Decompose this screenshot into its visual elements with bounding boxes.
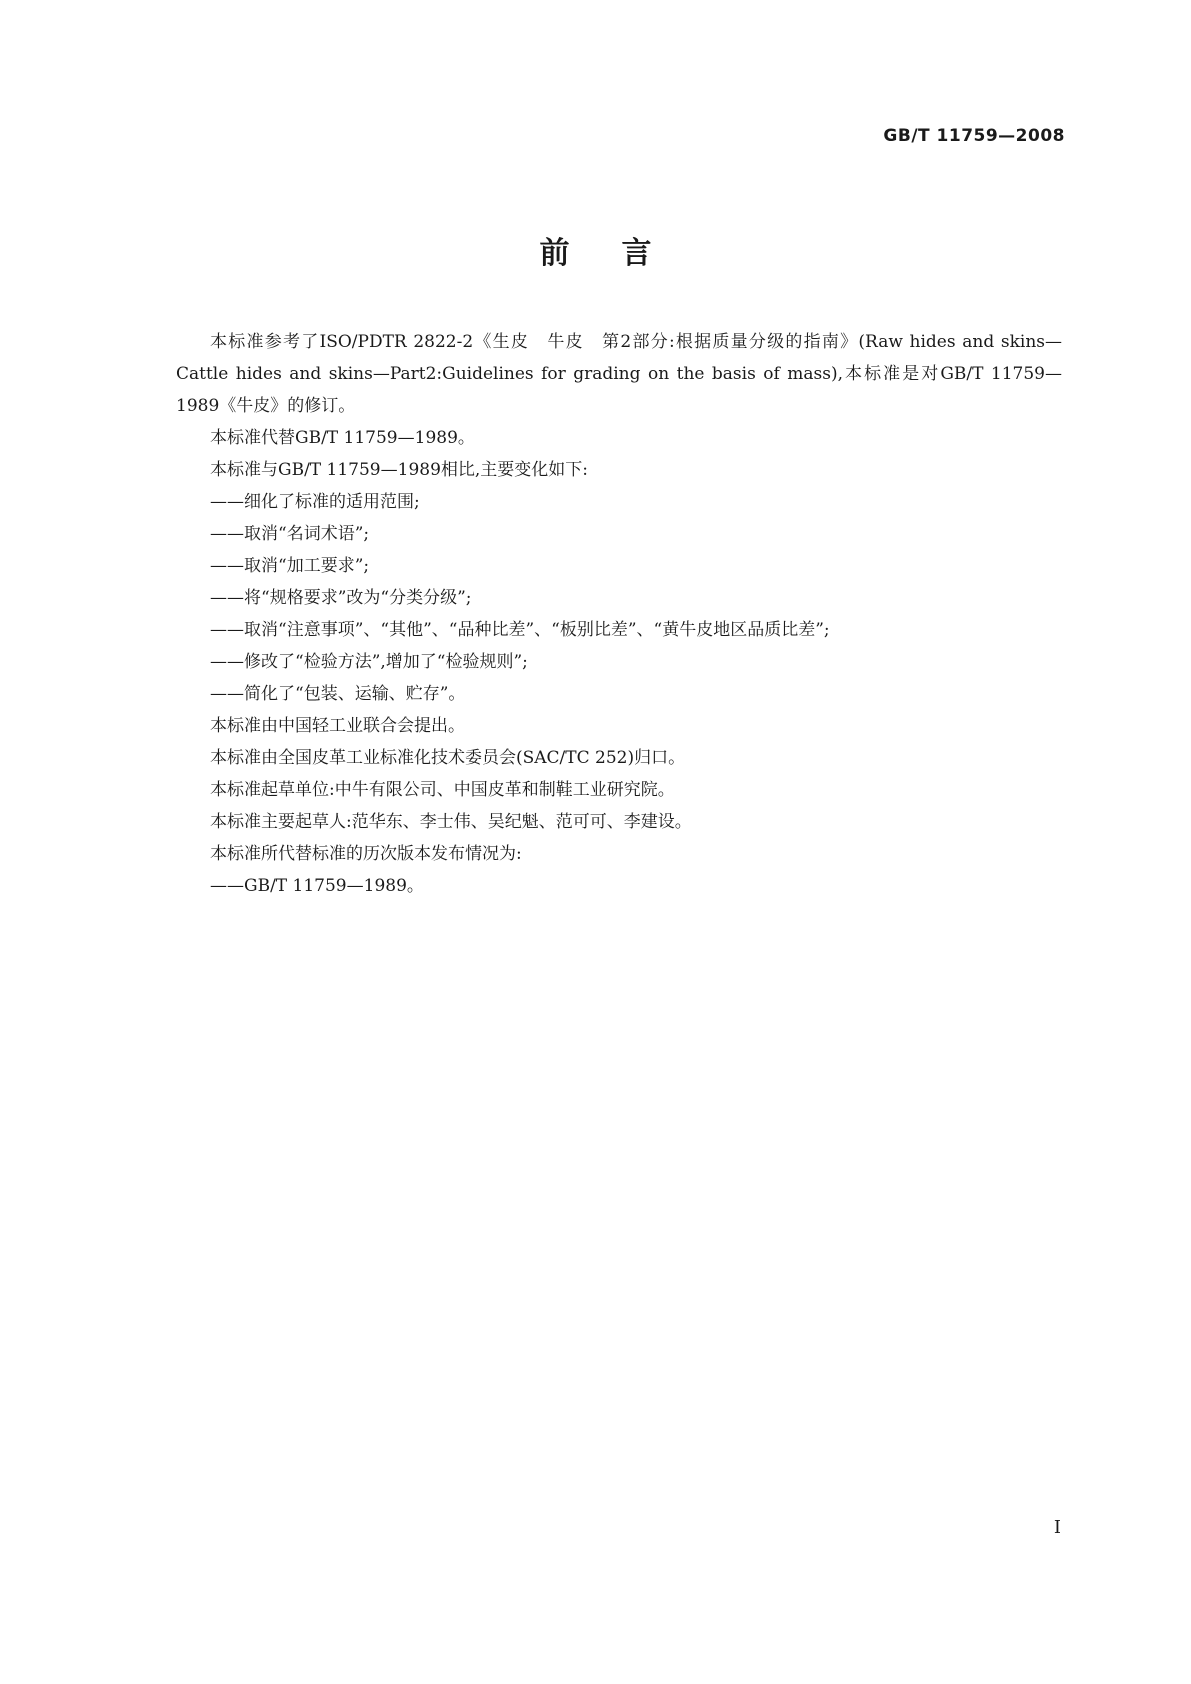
paragraph-history-intro: 本标准所代替标准的历次版本发布情况为: [210,844,522,864]
paragraph-changes-intro: 本标准与GB/T 11759—1989相比,主要变化如下: [210,460,589,480]
list-item: ——细化了标准的适用范围; [210,492,420,512]
list-item: ——GB/T 11759—1989。 [210,876,424,896]
page-number: I [1053,1517,1061,1538]
paragraph-proposer: 本标准由中国轻工业联合会提出。 [210,716,465,736]
paragraph-drafting-units: 本标准起草单位:中牛有限公司、中国皮革和制鞋工业研究院。 [210,780,675,800]
standard-number: GB/T 11759—2008 [883,126,1065,146]
list-item: ——简化了“包装、运输、贮存”。 [210,684,466,704]
list-item: ——将“规格要求”改为“分类分级”; [210,588,472,608]
paragraph-drafters: 本标准主要起草人:范华东、李士伟、吴纪魁、范可可、李建设。 [210,812,692,832]
page-title: 前言 [539,236,704,271]
list-item: ——修改了“检验方法”,增加了“检验规则”; [210,652,528,672]
paragraph-committee: 本标准由全国皮革工业标准化技术委员会(SAC/TC 252)归口。 [210,748,686,768]
list-item: ——取消“加工要求”; [210,556,370,576]
paragraph-reference: 本标准参考了ISO/PDTR 2822-2《生皮 牛皮 第2部分:根据质量分级的指南》(Raw hides and skins—Cattle hides and skins—Part2:Guidelines for grading on the basis of mass),本标准是对GB/T 11759—1989《牛皮》的修订。 [176,332,1062,416]
list-item: ——取消“注意事项”、“其他”、“品种比差”、“板别比差”、“黄牛皮地区品质比差”; [210,620,830,640]
list-item: ——取消“名词术语”; [210,524,370,544]
paragraph-replaces: 本标准代替GB/T 11759—1989。 [210,428,475,448]
foreword-body [176,326,1062,902]
